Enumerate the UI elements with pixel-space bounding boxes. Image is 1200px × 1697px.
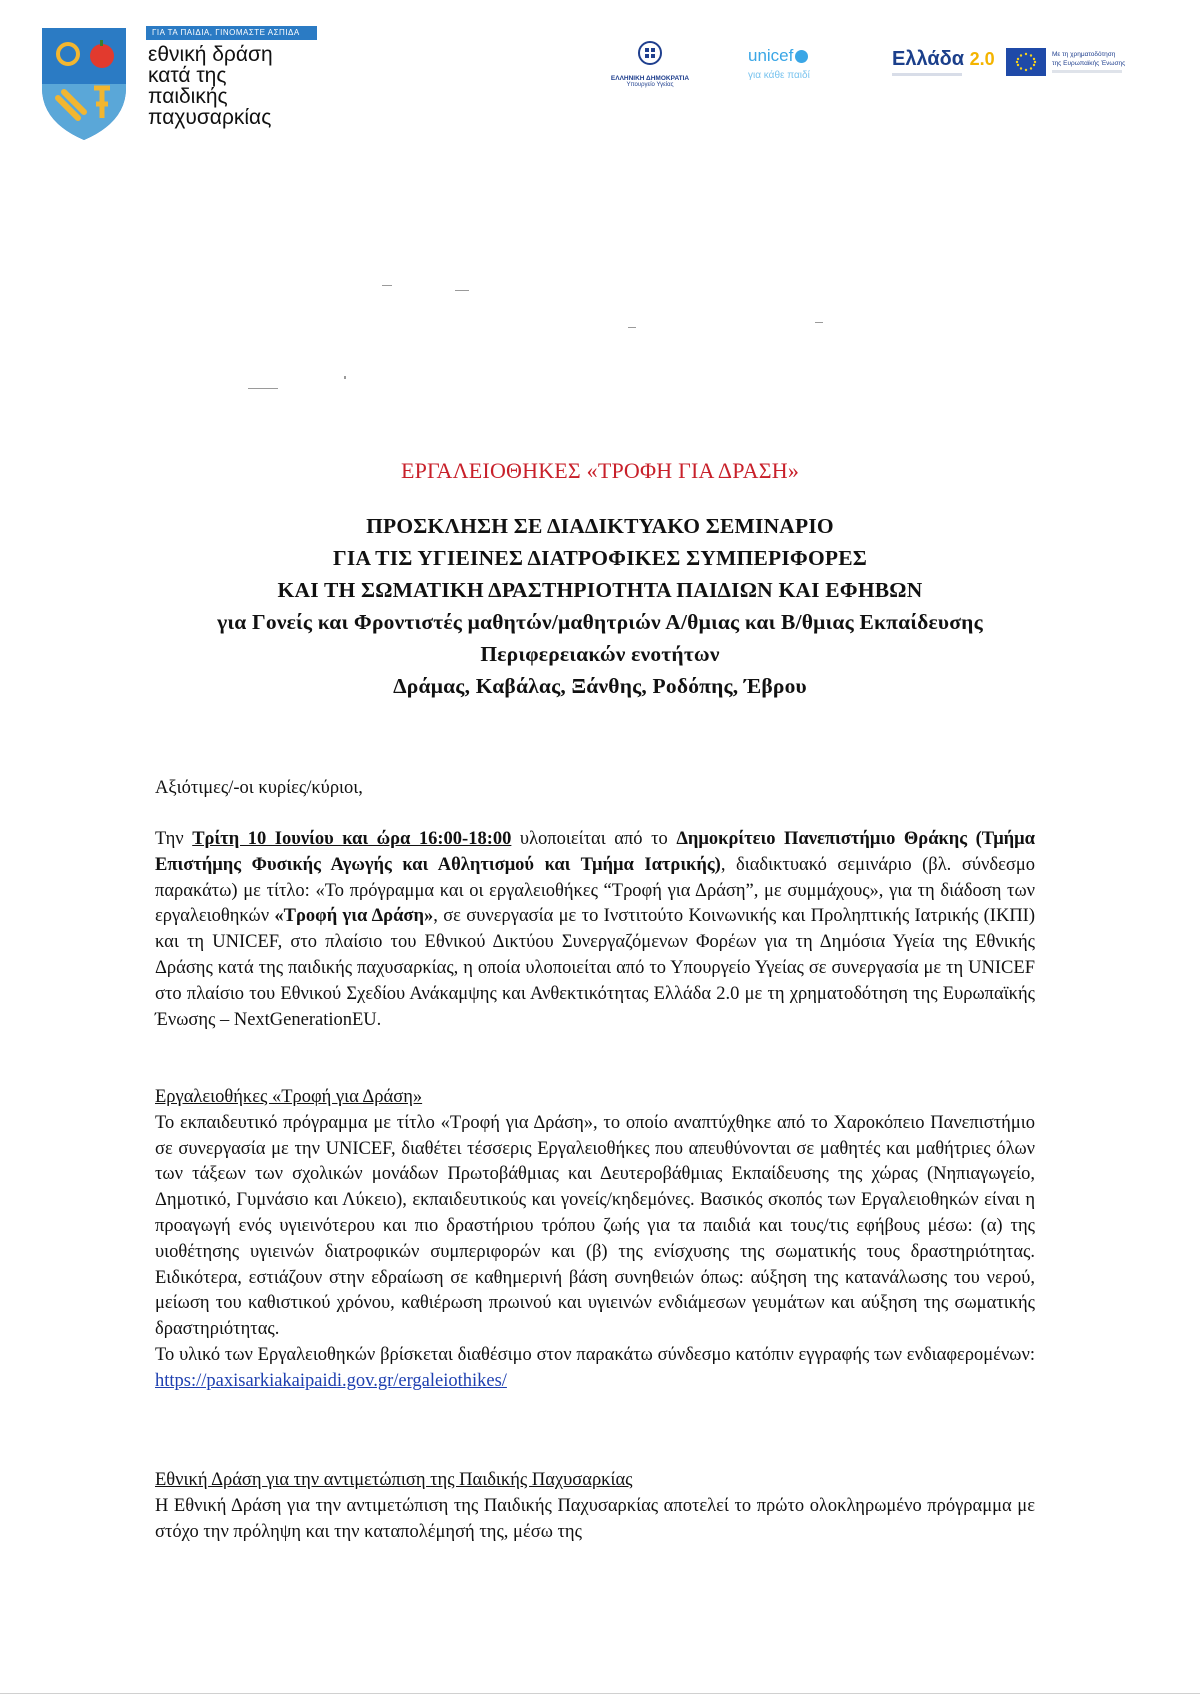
toolkits-section [155, 1085, 1035, 1395]
title-line: Περιφερειακών ενοτήτων [480, 642, 720, 666]
eu-flag-icon [1006, 48, 1046, 76]
logo-wordmark [148, 44, 273, 128]
salutation: Αξιότιμες/-οι κυρίες/κύριοι, [155, 778, 363, 798]
scan-artifact [815, 322, 823, 323]
logo-line: κατά της [148, 64, 227, 87]
scan-artifact [344, 376, 346, 379]
title-line: Δράμας, Καβάλας, Ξάνθης, Ροδόπης, Έβρου [393, 674, 807, 698]
eu-line: της Ευρωπαϊκής Ένωσης [1052, 60, 1126, 67]
scan-artifact [382, 285, 392, 286]
unicef-globe-icon [795, 50, 808, 63]
unicef-logo [748, 46, 838, 81]
logo-line: παιδικής [148, 85, 228, 108]
toolkit-name: «Τροφή για Δράση» [274, 906, 434, 927]
national-action-section [155, 1468, 1035, 1545]
logo-line: παχυσαρκίας [148, 106, 272, 129]
organizer-name: Δημοκρίτειο Πανεπιστήμιο Θράκης (Τμήμα Επιστήμης Φυσικής Αγωγής και Αθλητισμού και Τμήμα Ιατρικής) [155, 829, 1035, 875]
ellada-wordmark: Ελλάδα [892, 48, 965, 70]
title-line: ΓΙΑ ΤΙΣ ΥΓΙΕΙΝΕΣ ΔΙΑΤΡΟΦΙΚΕΣ ΣΥΜΠΕΡΙΦΟΡΕΣ [333, 546, 867, 570]
shield-logo-icon [38, 26, 130, 142]
ellada-subtitle-bar [892, 73, 962, 76]
hellenic-republic-logo [600, 40, 700, 88]
title-line: ΚΑΙ ΤΗ ΣΩΜΑΤΙΚΗ ΔΡΑΣΤΗΡΙΟΤΗΤΑ ΠΑΙΔΙΩΝ ΚΑΙ ΕΦΗΒΩΝ [277, 578, 923, 602]
eu-subtitle-bar [1052, 70, 1122, 73]
title-line: για Γονείς και Φροντιστές μαθητών/μαθητριών Α/θμιας και Β/θμιας Εκπαίδευσης [217, 610, 983, 634]
gov-name: ΕΛΛΗΝΙΚΗ ΔΗΜΟΚΡΑΤΙΑ [610, 75, 690, 82]
text-run: , διαδικτυακό σεμινάριο (βλ. σύνδεσμο παρακάτω) με τίτλο: «Το πρόγραμμα και οι εργαλειοθήκες “Τροφή για Δράση”, με συμμάχους», για τη διάδοση των εργαλειοθηκών [155, 854, 1035, 927]
greece-2-0-logo [892, 48, 995, 76]
section-paragraph: Το εκπαιδευτικό πρόγραμμα με τίτλο «Τροφή για Δράση», το οποίο αναπτύχθηκε από το Χαροκόπειο Πανεπιστήμιο σε συνεργασία με την UNICEF, διαθέτει τέσσερις Εργαλειοθήκες που απευθύνονται σε μαθητές και μαθήτριες όλων των τάξεων των σχολικών μονάδων Πρωτοβάθμιας και Δευτεροβάθμιας Εκπαίδευσης της χώρας (Νηπιαγωγείο, Δημοτικό, Γυμνάσιο και Λύκειο), εκπαιδευτικούς και γονείς/κηδεμόνες. Βασικός σκοπός των Εργαλειοθηκών είναι η προαγωγή ενός υγιεινότερου και πιο δραστήριου τρόπου ζωής για τα παιδιά και τους/τις εφήβους μέσω: (α) της υιοθέτησης υγιεινών διατροφικών συμπεριφορών και (β) της ενίσχυσης της σωματικής τους δραστηριότητας. Ειδικότερα, εστιάζουν στην εδραίωση σε καθημερινή βάση συνηθειών όπως: αύξηση της κατανάλωσης του νερού, μείωση του καθιστικού χρόνου, καθιέρωση πρωινού και υγιεινών ενδιάμεσων γευμάτων και αύξηση της σωματικής δραστηριότητας. [155, 1112, 1035, 1340]
unicef-tagline: για κάθε παιδί [748, 70, 810, 81]
red-title: ΕΡΓΑΛΕΙΟΘΗΚΕΣ «ΤΡΟΦΗ ΓΙΑ ΔΡΑΣΗ» [400, 458, 800, 483]
scan-artifact [248, 388, 278, 389]
scan-artifact [455, 290, 469, 291]
document-titles [150, 458, 1050, 702]
title-line: ΠΡΟΣΚΛΗΣΗ ΣΕ ΔΙΑΔΙΚΤΥΑΚΟ ΣΕΜΙΝΑΡΙΟ [366, 514, 834, 538]
text-run: , σε συνεργασία με το Ινστιτούτο Κοινωνικής και Προληπτικής Ιατρικής (ΙΚΠΙ) και τη UNICEF, στο πλαίσιο του Εθνικού Δικτύου Συνεργαζόμενων Φορέων για τη Δημόσια Υγεία της Εθνικής Δράσης κατά της παιδικής παχυσαρκίας, η οποία υλοποιείται από το Υπουργείο Υγείας σε συνεργασία με τη UNICEF στο πλαίσιο του Εθνικού Σχεδίου Ανάκαμψης και Ανθεκτικότητας Ελλάδα 2.0 με τη χρηματοδότηση της Ευρωπαϊκής Ένωσης – NextGenerationEU. [155, 906, 1035, 1030]
text-run: Το υλικό των Εργαλειοθηκών βρίσκεται διαθέσιμο στον παρακάτω σύνδεσμο κατόπιν εγγραφής των ενδιαφερομένων: [155, 1344, 1035, 1365]
national-action-logo [38, 22, 338, 142]
unicef-wordmark: unicef [748, 46, 794, 65]
toolkits-link[interactable]: https://paxisarkiakaipaidi.gov.gr/ergaleiothikes/ [155, 1370, 507, 1391]
intro-paragraph [155, 827, 1035, 1033]
section-paragraph: Η Εθνική Δράση για την αντιμετώπιση της Παιδικής Παχυσαρκίας αποτελεί το πρώτο ολοκληρωμένο πρόγραμμα με στόχο την πρόληψη και την καταπολέμησή της, μέσω της [155, 1495, 1035, 1542]
logo-line: εθνική δράση [148, 43, 273, 66]
ministry-name: Υπουργείο Υγείας [626, 82, 674, 88]
text-run: Την [155, 829, 193, 849]
section-heading: Εργαλειοθήκες «Τροφή για Δράση» [155, 1087, 423, 1107]
scan-artifact [628, 327, 636, 328]
eu-line: Με τη χρηματοδότηση [1052, 51, 1116, 58]
seminar-date: Τρίτη 10 Ιουνίου και ώρα 16:00-18:00 [192, 829, 512, 849]
section-heading: Εθνική Δράση για την αντιμετώπιση της Παιδικής Παχυσαρκίας [155, 1470, 633, 1490]
text-run: υλοποιείται από το [511, 829, 677, 849]
eu-funding-text [1052, 50, 1125, 68]
greek-emblem-icon [637, 40, 663, 66]
ellada-version: 2.0 [969, 49, 995, 69]
link-paragraph [155, 1343, 1035, 1395]
logo-tagline-band: ΓΙΑ ΤΑ ΠΑΙΔΙΑ, ΓΙΝΟΜΑΣΤΕ ΑΣΠΙΔΑ [146, 26, 317, 40]
scan-edge [0, 1693, 1200, 1694]
